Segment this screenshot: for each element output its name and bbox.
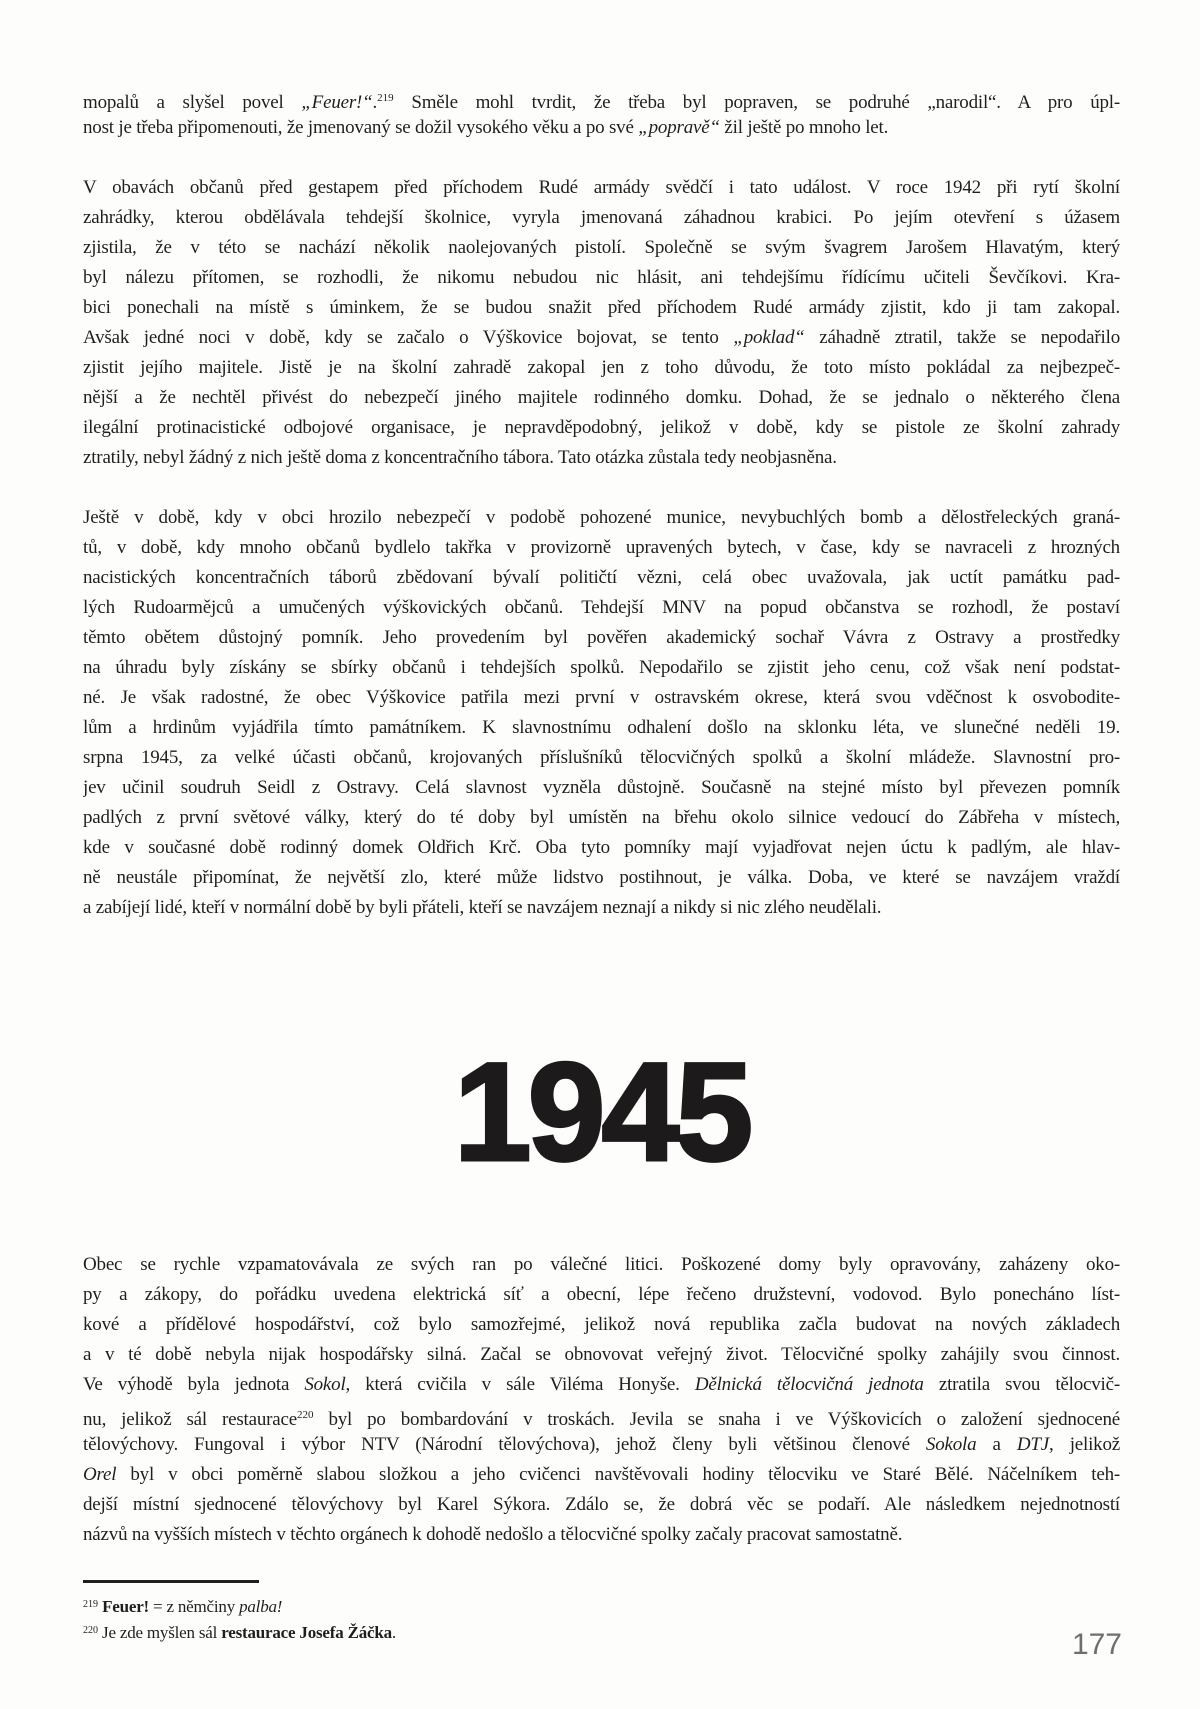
text-segment: a zabíjejí lidé, kteří v normální době by byli přáteli, kteří se navzájem neznají a nikdy si nic zlého neudělali. bbox=[83, 897, 882, 918]
text-segment: nu, jelikož sál restaurace bbox=[83, 1409, 297, 1430]
text-segment: kde v současné době rodinný domek Oldřich Krč. Oba tyto pomníky mají vyjadřovat nejen úctu k padlým, ale hlav- bbox=[83, 837, 1120, 858]
text-line bbox=[83, 413, 1120, 443]
text-segment: Směle mohl tvrdit, že třeba byl popraven, se podruhé „narodil“. A pro úpl- bbox=[393, 92, 1120, 113]
text-segment: ztratila svou tělocvič- bbox=[923, 1374, 1120, 1395]
text-segment: ilegální protinacistické odbojové organisace, je nepravděpodobný, jelikož v době, kdy se pistole ze školní zahrady bbox=[83, 417, 1120, 438]
text-line bbox=[83, 83, 1120, 113]
text-line bbox=[83, 1370, 1120, 1400]
text-line bbox=[83, 1400, 1120, 1430]
text-segment: jev učinil soudruh Seidl z Ostravy. Celá slavnost vyzněla důstojně. Současně na stejné místo byl převezen pomník bbox=[83, 777, 1120, 798]
page-content bbox=[83, 83, 1120, 1645]
text-segment: „poklad“ bbox=[733, 327, 805, 348]
text-segment: dejší místní sjednocené tělovýchovy byl Karel Sýkora. Zdálo se, že dobrá věc se podaří. Ale následkem nejednotností bbox=[83, 1494, 1120, 1515]
text-segment: bici ponechali na místě s úminkem, že se budou snažit před příchodem Rudé armády zjistit, kdo ji tam zakopal. bbox=[83, 297, 1120, 318]
text-line bbox=[83, 233, 1120, 263]
text-segment: palba! bbox=[239, 1597, 283, 1616]
text-line bbox=[83, 1520, 1120, 1550]
text-segment: Je zde myšlen sál bbox=[98, 1623, 222, 1642]
text-segment: nacistických koncentračních táborů zbědovaní bývalí političtí vězni, celá obec uvažovala, jak uctít památku pad- bbox=[83, 567, 1120, 588]
text-line bbox=[83, 263, 1120, 293]
text-line bbox=[83, 773, 1120, 803]
footnotes bbox=[83, 1580, 1120, 1645]
text-segment: těmto obětem důstojný pomník. Jeho provedením byl pověřen akademický sochař Vávra z Ostravy a prostředky bbox=[83, 627, 1120, 648]
text-segment: zahrádky, kterou obdělávala tehdejší školnice, vyryla jmenovaná záhadnou krabici. Po jejím otevření s úžasem bbox=[83, 207, 1120, 228]
text-line bbox=[83, 533, 1120, 563]
text-line bbox=[83, 833, 1120, 863]
chapter-heading: 1945 bbox=[453, 1033, 750, 1190]
text-line bbox=[83, 1490, 1120, 1520]
text-segment: . bbox=[391, 1623, 396, 1642]
text-segment: restaurace Josefa Žáčka bbox=[221, 1623, 392, 1642]
text-segment: na úhradu byly získány se sbírky občanů i tehdejších spolků. Nepodařilo se zjistit jeho cenu, což však není podstat- bbox=[83, 657, 1120, 678]
text-line bbox=[83, 383, 1120, 413]
text-segment: DTJ bbox=[1016, 1434, 1050, 1455]
text-segment: názvů na vyšších místech v těchto orgánech k dohodě nedošlo a tělocvičné spolky začaly pracovat samostatně. bbox=[83, 1524, 903, 1545]
footnote-separator bbox=[83, 1580, 259, 1583]
text-segment: a v té době nebyla nijak hospodářsky silná. Začal se obnovovat veřejný život. Tělocvičné spolky zahájily svou činnost. bbox=[83, 1344, 1120, 1365]
text-segment: Ve výhodě byla jednota bbox=[83, 1374, 305, 1395]
text-line bbox=[83, 293, 1120, 323]
text-segment: ně neustále připomínat, že největší zlo, které může lidstvo postihnout, je válka. Doba, ve které se navzájem vraždí bbox=[83, 867, 1120, 888]
text-line bbox=[83, 1250, 1120, 1280]
text-segment: V obavách občanů před gestapem před příchodem Rudé armády svědčí i tato událost. V roce 1942 při rytí školní bbox=[83, 177, 1120, 198]
body-text-top bbox=[83, 83, 1120, 923]
text-segment: padlých z první světové války, který do té doby byl umístěn na břehu okolo silnice vedoucí do Zábřeha v místech, bbox=[83, 807, 1120, 828]
paragraph bbox=[83, 83, 1120, 143]
text-segment: , jelikož bbox=[1049, 1434, 1120, 1455]
footnote-list bbox=[83, 1593, 1120, 1645]
text-line bbox=[83, 1430, 1120, 1460]
footnote-reference: 219 bbox=[377, 92, 394, 104]
text-line bbox=[83, 1340, 1120, 1370]
text-line bbox=[83, 683, 1120, 713]
text-segment: = z němčiny bbox=[149, 1597, 240, 1616]
text-segment: py a zákopy, do pořádku uvedena elektrická síť a obecní, lépe řečeno družstevní, vodovod. Bylo ponecháno líst- bbox=[83, 1284, 1120, 1305]
footnote bbox=[83, 1593, 1120, 1619]
footnote-reference: 220 bbox=[296, 1409, 314, 1421]
text-segment: kové a přídělové hospodářství, což bylo samozřejmé, jelikož nová republika začla budovat na nových základech bbox=[83, 1314, 1120, 1335]
text-line bbox=[83, 1280, 1120, 1310]
text-segment: žil ještě po mnoho let. bbox=[719, 117, 889, 138]
text-line bbox=[83, 623, 1120, 653]
text-segment: zjistila, že v této se nachází několik naolejovaných pistolí. Společně se svým švagrem Jarošem Hlavatým, který bbox=[83, 237, 1120, 258]
text-line bbox=[83, 803, 1120, 833]
paragraph bbox=[83, 173, 1120, 473]
text-segment: nost je třeba připomenouti, že jmenovaný se dožil vysokého věku a po své bbox=[83, 117, 639, 138]
body-text-bottom bbox=[83, 1250, 1120, 1550]
text-segment: byl nálezu přítomen, se rozhodli, že nikomu nebudou nic hlásit, ani tehdejšímu řídícímu učiteli Ševčíkovi. Kra- bbox=[83, 267, 1120, 288]
text-segment: a bbox=[976, 1434, 1017, 1455]
text-line bbox=[83, 203, 1120, 233]
text-segment: mopalů a slyšel povel bbox=[83, 92, 302, 113]
text-line bbox=[83, 323, 1120, 353]
text-segment: byl po bombardování v troskách. Jevila se snaha i ve Výškovicích o založení sjednocené bbox=[313, 1409, 1120, 1430]
text-segment: , která cvičila v sále Viléma Honyše. bbox=[345, 1374, 695, 1395]
text-segment: tů, v době, kdy mnoho občanů bydlelo takřka v provizorně upravených bytech, v čase, kdy se navraceli z hrozných bbox=[83, 537, 1120, 558]
text-line bbox=[83, 173, 1120, 203]
paragraph bbox=[83, 503, 1120, 923]
footnote-reference: 219 bbox=[83, 1599, 98, 1610]
footnote-reference: 220 bbox=[83, 1625, 98, 1636]
text-segment: né. Je však radostné, že obec Výškovice patřila mezi první v ostravském okrese, která svou vděčnost k osvobodite- bbox=[83, 687, 1120, 708]
paragraph bbox=[83, 1250, 1120, 1550]
page-number: 177 bbox=[1071, 1628, 1122, 1661]
footnote bbox=[83, 1619, 1120, 1645]
text-line bbox=[83, 713, 1120, 743]
text-line bbox=[83, 1460, 1120, 1490]
text-segment: byl v obci poměrně slabou složkou a jeho cvičenci navštěvovali hodiny tělocviku ve Staré Bělé. Náčelníkem teh- bbox=[116, 1464, 1120, 1485]
text-segment: Sokola bbox=[925, 1434, 977, 1455]
text-segment: Orel bbox=[83, 1464, 117, 1485]
text-segment: „popravě“ bbox=[638, 117, 720, 138]
text-line bbox=[83, 893, 1120, 923]
text-segment: „Feuer!“ bbox=[301, 92, 373, 113]
text-line bbox=[83, 443, 1120, 473]
text-line bbox=[83, 503, 1120, 533]
text-segment: Avšak jedné noci v době, kdy se začalo o Výškovice bojovat, se tento bbox=[83, 327, 734, 348]
text-line bbox=[83, 863, 1120, 893]
text-line bbox=[83, 593, 1120, 623]
text-segment: Ještě v době, kdy v obci hrozilo nebezpečí v podobě pohozené munice, nevybuchlých bomb a dělostřeleckých graná- bbox=[83, 507, 1120, 528]
text-segment: ztratily, nebyl žádný z nich ještě doma z koncentračního tábora. Tato otázka zůstala tedy neobjasněna. bbox=[83, 447, 837, 468]
text-segment: záhadně ztratil, takže se nepodařilo bbox=[804, 327, 1120, 348]
text-line bbox=[83, 653, 1120, 683]
text-segment: lům a hrdinům vyjádřila tímto památníkem. K slavnostnímu odhalení došlo na sklonku léta, ve slunečné neděli 19. bbox=[83, 717, 1120, 738]
text-segment: . bbox=[372, 92, 378, 113]
text-segment: Sokol bbox=[304, 1374, 346, 1395]
text-line bbox=[83, 353, 1120, 383]
text-segment: lých Rudoarmějců a umučených výškovických občanů. Tehdejší MNV na popud občanstva se rozhodl, že postaví bbox=[83, 597, 1120, 618]
text-segment: srpna 1945, za velké účasti občanů, krojovaných příslušníků tělocvičných spolků a školní mládeže. Slavnostní pro- bbox=[83, 747, 1120, 768]
text-line bbox=[83, 563, 1120, 593]
text-segment: Feuer! bbox=[102, 1597, 149, 1616]
text-segment: Obec se rychle vzpamatovávala ze svých ran po válečné litici. Poškozené domy byly opravovány, zaházeny oko- bbox=[83, 1254, 1120, 1275]
text-segment: tělovýchovy. Fungoval i výbor NTV (Národní tělovýchova), jehož členy byli většinou členové bbox=[83, 1434, 926, 1455]
text-line bbox=[83, 113, 1120, 143]
text-segment: zjistit jejího majitele. Jistě je na školní zahradě zakopal jen z toho důvodu, že toto místo pokládal za nejbezpeč- bbox=[83, 357, 1120, 378]
text-line bbox=[83, 743, 1120, 773]
text-segment: Dělnická tělocvičná jednota bbox=[694, 1374, 924, 1395]
text-segment: nější a že nechtěl přivést do nebezpečí jiného majitele rodinného domku. Dohad, že se jednalo o některého člena bbox=[83, 387, 1120, 408]
text-line bbox=[83, 1310, 1120, 1340]
